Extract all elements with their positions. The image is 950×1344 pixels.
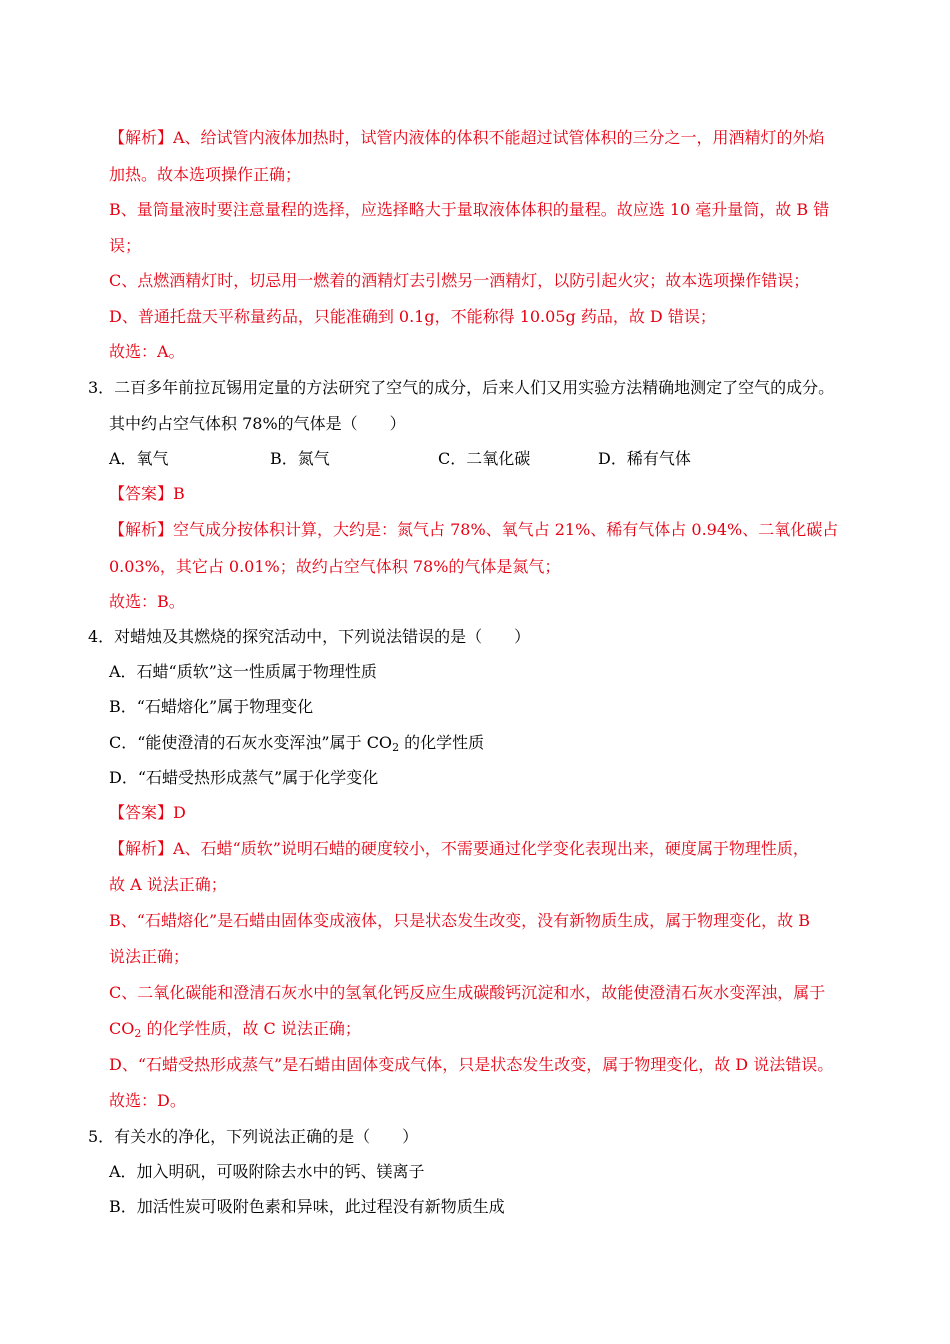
q4-option-a: A．石蜡“质软”这一性质属于物理性质 xyxy=(109,662,377,681)
q3-stem-line2: 其中约占空气体积 78%的气体是（ ） xyxy=(109,414,406,433)
q4-analysis-c-line2 xyxy=(109,1018,361,1040)
q3-answer: 【答案】B xyxy=(109,484,185,503)
q4-analysis-b-line1: B、“石蜡熔化”是石蜡由固体变成液体，只是状态发生改变，没有新物质生成，属于物理变化，故 B xyxy=(109,911,810,930)
q2-choice: 故选：A。 xyxy=(109,342,185,361)
q4-option-c-tail: 的化学性质 xyxy=(399,733,485,752)
q5-stem: 5．有关水的净化，下列说法正确的是（ ） xyxy=(88,1127,419,1146)
q4-analysis-c-tail: 的化学性质，故 C 说法正确； xyxy=(141,1019,361,1038)
q2-analysis-a-line2: 加热。故本选项操作正确； xyxy=(109,165,302,184)
q4-analysis-b-line2: 说法正确； xyxy=(109,947,190,966)
q4-option-d: D．“石蜡受热形成蒸气”属于化学变化 xyxy=(109,768,379,787)
q4-choice: 故选：D。 xyxy=(109,1091,186,1110)
q3-analysis-line2: 0.03%，其它占 0.01%；故约占空气体积 78%的气体是氮气； xyxy=(109,557,561,576)
q4-analysis-c-co: CO xyxy=(109,1019,135,1038)
q4-analysis-a-line1: 【解析】A、石蜡“质软”说明石蜡的硬度较小，不需要通过化学变化表现出来，硬度属于物理性质， xyxy=(109,839,809,858)
q2-analysis-c: C、点燃酒精灯时，切忌用一燃着的酒精灯去引燃另一酒精灯，以防引起火灾；故本选项操作错误； xyxy=(109,271,810,290)
q3-option-c: C．二氧化碳 xyxy=(438,449,531,468)
q4-analysis-a-line2: 故 A 说法正确； xyxy=(109,875,227,894)
q2-analysis-a-line1: 【解析】A、给试管内液体加热时，试管内液体的体积不能超过试管体积的三分之一，用酒精灯的外焰 xyxy=(109,128,825,147)
q4-analysis-c-subscript: 2 xyxy=(134,1027,142,1040)
q4-option-b: B．“石蜡熔化”属于物理变化 xyxy=(109,697,314,716)
q4-analysis-c-line1: C、二氧化碳能和澄清石灰水中的氢氧化钙反应生成碳酸钙沉淀和水，故能使澄清石灰水变浑浊，属于 xyxy=(109,983,826,1002)
q5-option-b: B．加活性炭可吸附色素和异味，此过程没有新物质生成 xyxy=(109,1197,505,1216)
q2-analysis-d: D、普通托盘天平称量药品，只能准确到 0.1g，不能称得 10.05g 药品，故 D 错误； xyxy=(109,307,716,326)
q5-option-a: A．加入明矾，可吸附除去水中的钙、镁离子 xyxy=(109,1162,425,1181)
q3-analysis-line1: 【解析】空气成分按体积计算，大约是：氮气占 78%、氧气占 21%、稀有气体占 0.94%、二氧化碳占 xyxy=(109,520,839,539)
q2-analysis-b-line1: B、量筒量液时要注意量程的选择，应选择略大于量取液体体积的量程。故应选 10 毫升量筒，故 B 错 xyxy=(109,200,830,219)
q4-stem: 4．对蜡烛及其燃烧的探究活动中，下列说法错误的是（ ） xyxy=(88,627,531,646)
q4-analysis-d: D、“石蜡受热形成蒸气”是石蜡由固体变成气体，只是状态发生改变，属于物理变化，故 D 说法错误。 xyxy=(109,1055,834,1074)
q3-option-b: B．氮气 xyxy=(270,449,330,468)
q3-choice: 故选：B。 xyxy=(109,592,185,611)
q4-option-c-subscript: 2 xyxy=(392,741,400,754)
q4-answer: 【答案】D xyxy=(109,803,186,822)
q3-stem-line1: 3．二百多年前拉瓦锡用定量的方法研究了空气的成分，后来人们又用实验方法精确地测定了空气的成分。 xyxy=(88,378,835,397)
q2-analysis-b-line2: 误； xyxy=(109,236,142,255)
q4-option-c xyxy=(109,732,484,754)
q3-option-d: D．稀有气体 xyxy=(598,449,691,468)
q4-option-c-text: C．“能使澄清的石灰水变浑浊”属于 CO xyxy=(109,733,393,752)
q3-option-a: A．氧气 xyxy=(109,449,169,468)
